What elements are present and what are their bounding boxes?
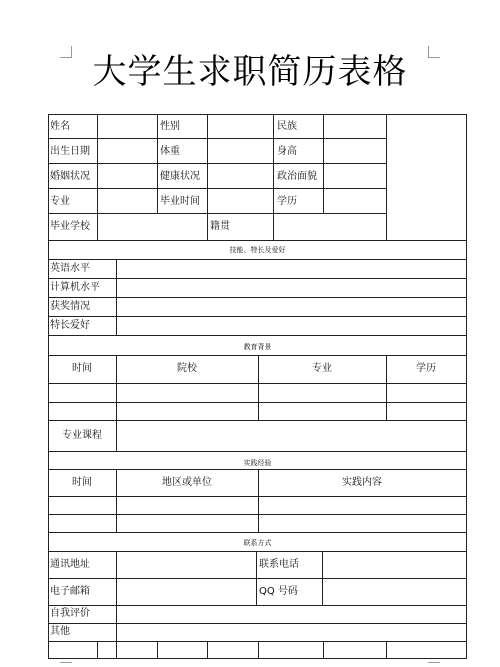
column-header-practice-time: 时间 — [72, 477, 92, 488]
row-line — [48, 278, 467, 279]
col-line — [207, 114, 208, 240]
label-english-level: 英语水平 — [50, 263, 90, 274]
label-gender: 性别 — [160, 121, 180, 132]
document-title: 大学生求职简历表格 — [92, 52, 408, 92]
label-height: 身高 — [277, 146, 297, 157]
col-line — [323, 641, 324, 658]
label-courses: 专业课程 — [62, 430, 102, 441]
label-major: 专业 — [50, 196, 70, 207]
col-line — [116, 551, 117, 658]
col-line — [256, 551, 257, 605]
table-top-border — [48, 114, 467, 115]
col-line — [273, 114, 274, 240]
label-hobbies: 特长爱好 — [50, 320, 90, 331]
label-other: 其他 — [50, 626, 70, 637]
label-computer-level: 计算机水平 — [50, 282, 100, 293]
column-header-time: 时间 — [72, 363, 92, 374]
row-line — [48, 605, 467, 606]
label-phone: 联系电话 — [259, 559, 299, 570]
label-health-status: 健康状况 — [160, 171, 200, 182]
row-line — [48, 532, 467, 533]
row-line — [48, 188, 386, 189]
label-birth-date: 出生日期 — [50, 146, 90, 157]
label-weight: 体重 — [160, 146, 180, 157]
section-header-skills: 技能、特长及爱好 — [229, 246, 286, 254]
row-line — [48, 578, 467, 579]
row-line — [48, 451, 467, 452]
crop-mark-bl — [60, 662, 72, 663]
row-line — [48, 420, 467, 421]
col-line — [207, 641, 208, 658]
row-line — [48, 213, 386, 214]
label-marital-status: 婚姻状况 — [50, 171, 90, 182]
col-line — [322, 551, 323, 605]
section-header-education: 教育背景 — [243, 343, 272, 351]
col-line — [97, 114, 98, 240]
col-line — [97, 641, 98, 658]
row-line — [48, 623, 467, 624]
column-header-school: 院校 — [177, 363, 197, 374]
crop-mark-br — [428, 662, 440, 663]
column-header-organization: 地区或单位 — [162, 477, 212, 488]
label-graduation-time: 毕业时间 — [160, 196, 200, 207]
column-header-degree: 学历 — [416, 363, 436, 374]
label-name: 姓名 — [50, 121, 70, 132]
label-native-place: 籍贯 — [210, 221, 230, 232]
row-line — [48, 551, 467, 552]
label-self-evaluation: 自我评价 — [50, 608, 90, 619]
row-line — [48, 240, 467, 241]
label-graduation-school: 毕业学校 — [50, 221, 90, 232]
label-qq: QQ 号码 — [259, 586, 298, 597]
col-line — [323, 114, 324, 213]
label-email: 电子邮箱 — [50, 586, 90, 597]
table-bottom-border — [48, 658, 467, 659]
label-awards: 获奖情况 — [50, 301, 90, 312]
row-line — [48, 316, 467, 317]
col-line — [116, 259, 117, 335]
label-political-status: 政治面貌 — [277, 171, 317, 182]
row-line — [48, 163, 386, 164]
col-line — [157, 114, 158, 213]
row-line — [48, 259, 467, 260]
label-address: 通讯地址 — [50, 559, 90, 570]
row-line — [48, 138, 386, 139]
col-line — [258, 641, 259, 658]
row-line — [48, 297, 467, 298]
col-line — [386, 641, 387, 658]
section-header-practice: 实践经验 — [243, 459, 272, 467]
row-line — [48, 335, 467, 336]
col-line — [386, 114, 387, 240]
label-education-level: 学历 — [277, 196, 297, 207]
column-header-practice-content: 实践内容 — [342, 477, 382, 488]
section-header-contact: 联系方式 — [243, 539, 272, 547]
column-header-major: 专业 — [312, 363, 332, 374]
label-ethnicity: 民族 — [277, 121, 297, 132]
col-line — [157, 641, 158, 658]
